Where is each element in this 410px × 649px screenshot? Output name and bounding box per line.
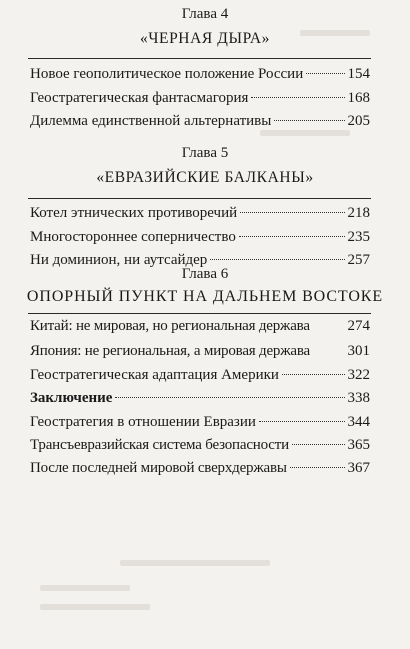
toc-entry[interactable] [30, 318, 370, 335]
toc-leader-dots [306, 73, 344, 74]
toc-leader-dots [313, 350, 345, 351]
toc-entry-conclusion[interactable] [30, 390, 370, 407]
show-through-mark [40, 585, 130, 591]
toc-leader-dots [240, 212, 344, 213]
toc-entry-title: Китай: не мировая, но региональная держава [30, 318, 310, 334]
toc-leader-dots [290, 467, 345, 468]
toc-leader-dots [259, 421, 345, 422]
toc-leader-dots [274, 120, 344, 121]
toc-entry-page: 274 [347, 318, 370, 334]
toc-entry-page: 235 [347, 229, 370, 245]
toc-entry[interactable] [30, 437, 370, 454]
toc-leader-dots [210, 259, 344, 260]
toc-entry-title: После последней мировой сверхдержавы [30, 460, 287, 476]
toc-entry-title: Геостратегия в отношении Евразии [30, 414, 256, 430]
chapter-4-title: «ЧЕРНАЯ ДЫРА» [140, 30, 270, 47]
toc-entry-page: 322 [347, 367, 370, 383]
toc-entry[interactable] [30, 113, 370, 130]
toc-entry[interactable] [30, 343, 370, 360]
toc-leader-dots [313, 325, 345, 326]
toc-leader-dots [282, 374, 345, 375]
toc-entry-page: 365 [347, 437, 370, 453]
toc-entry[interactable] [30, 414, 370, 431]
toc-leader-dots [251, 97, 344, 98]
toc-entry-title: Котел этнических противоречий [30, 205, 238, 221]
toc-entry-title: Геостратегическая фантасмагория [30, 90, 249, 106]
toc-leader-dots [292, 444, 345, 445]
toc-entry[interactable] [30, 205, 370, 222]
chapter-4-divider [28, 58, 371, 59]
toc-entry-title: Геостратегическая адаптация Америки [30, 367, 279, 383]
chapter-6-divider [28, 313, 371, 314]
toc-entry-page: 205 [347, 113, 370, 129]
toc-entry-page: 338 [347, 390, 370, 406]
toc-entry-title: Дилемма единственной альтернативы [30, 113, 272, 129]
toc-entry[interactable] [30, 460, 370, 477]
toc-entry[interactable] [30, 90, 370, 107]
toc-entry-title: Ни доминион, ни аутсайдер [30, 252, 208, 268]
toc-entry-title: Япония: не региональная, а мировая держава [30, 343, 310, 359]
toc-entry-page: 257 [347, 252, 370, 268]
toc-entry-page: 344 [347, 414, 370, 430]
toc-entry-page: 301 [347, 343, 370, 359]
toc-entry-page: 367 [347, 460, 370, 476]
toc-entry-title: Новое геополитическое положение России [30, 66, 304, 82]
toc-entry-title: Многостороннее соперничество [30, 229, 236, 245]
chapter-5-title: «ЕВРАЗИЙСКИЕ БАЛКАНЫ» [96, 169, 314, 186]
show-through-mark [260, 130, 350, 136]
chapter-6-label: Глава 6 [181, 266, 229, 282]
toc-entry-title: Заключение [30, 390, 113, 406]
toc-entry-title: Трансъевразийская система безопасности [30, 437, 289, 453]
show-through-mark [40, 604, 150, 610]
toc-leader-dots [115, 397, 344, 398]
toc-entry-page: 218 [347, 205, 370, 221]
toc-entry[interactable] [30, 367, 370, 384]
chapter-5-divider [28, 198, 371, 199]
toc-entry[interactable] [30, 229, 370, 246]
show-through-mark [120, 560, 270, 566]
toc-entry-page: 168 [347, 90, 370, 106]
toc-entry[interactable] [30, 66, 370, 83]
chapter-5-label: Глава 5 [181, 145, 229, 161]
chapter-4-label: Глава 4 [181, 6, 229, 22]
toc-leader-dots [239, 236, 345, 237]
toc-entry-page: 154 [347, 66, 370, 82]
chapter-6-title: ОПОРНЫЙ ПУНКТ НА ДАЛЬНЕМ ВОСТОКЕ [26, 288, 384, 305]
